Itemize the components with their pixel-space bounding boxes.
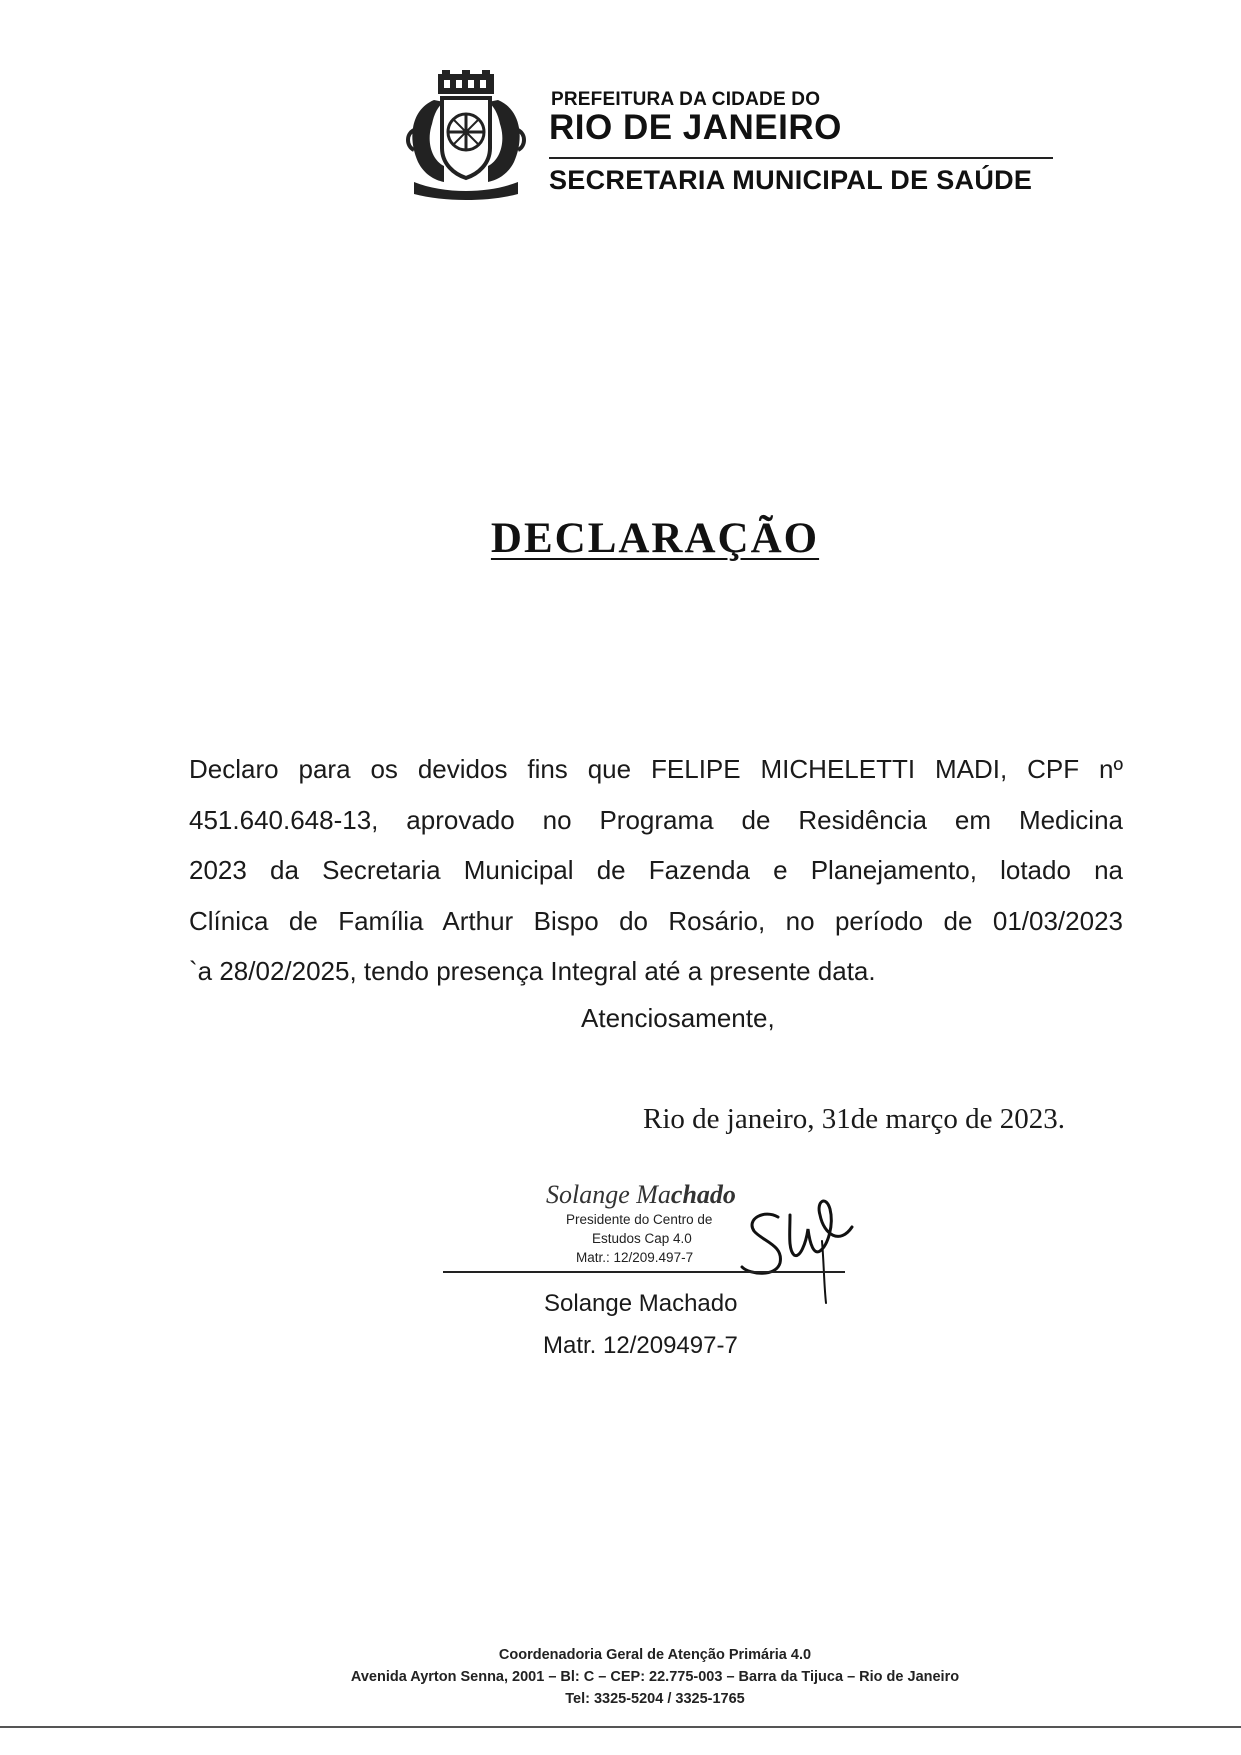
handwritten-signature-icon (740, 1185, 870, 1305)
footer-address: Avenida Ayrton Senna, 2001 – Bl: C – CEP: 22.775-003 – Barra da Tijuca – Rio de Janeiro (350, 1669, 960, 1685)
header-city: RIO DE JANEIRO (549, 108, 842, 147)
date-line: Rio de janeiro, 31de março de 2023. (643, 1103, 1065, 1135)
signer-name: Solange Machado (544, 1290, 738, 1317)
stamp-name-italic: Solange Ma (546, 1180, 671, 1209)
body-line-5: `a 28/02/2025, tendo presença Integral até a presente data. (189, 956, 876, 986)
signer-matricula: Matr. 12/209497-7 (543, 1332, 738, 1359)
stamp-matricula: Matr.: 12/209.497-7 (576, 1250, 694, 1265)
header-secretaria: SECRETARIA MUNICIPAL DE SAÚDE (549, 165, 1033, 195)
header-prefeitura: PREFEITURA DA CIDADE DO (551, 89, 821, 110)
footer-department: Coordenadoria Geral de Atenção Primária 4.0 (498, 1647, 812, 1663)
header-divider (549, 157, 1053, 159)
body-line-4: Clínica de Família Arthur Bispo do Rosário, no período de 01/03/2023 (189, 905, 1123, 936)
stamp-unit: Estudos Cap 4.0 (592, 1231, 692, 1246)
declaration-body (189, 744, 1123, 997)
stamp-role: Presidente do Centro de (566, 1212, 713, 1227)
body-line-1: Declaro para os devidos fins que FELIPE MICHELETTI MADI, CPF nº (189, 754, 1123, 784)
city-coat-of-arms-icon (404, 70, 528, 200)
signature-line (443, 1271, 845, 1273)
footer-divider (0, 1726, 1241, 1728)
stamp-name (546, 1180, 736, 1210)
document-title: DECLARAÇÃO (490, 515, 820, 562)
closing-salutation: Atenciosamente, (581, 1003, 775, 1033)
body-line-3: 2023 da Secretaria Municipal de Fazenda e Planejamento, lotado na (189, 855, 1123, 885)
stamp-name-bold: chado (670, 1180, 736, 1209)
body-line-2: 451.640.648-13, aprovado no Programa de Residência em Medicina (189, 804, 1123, 835)
footer-phone: Tel: 3325-5204 / 3325-1765 (565, 1691, 745, 1707)
